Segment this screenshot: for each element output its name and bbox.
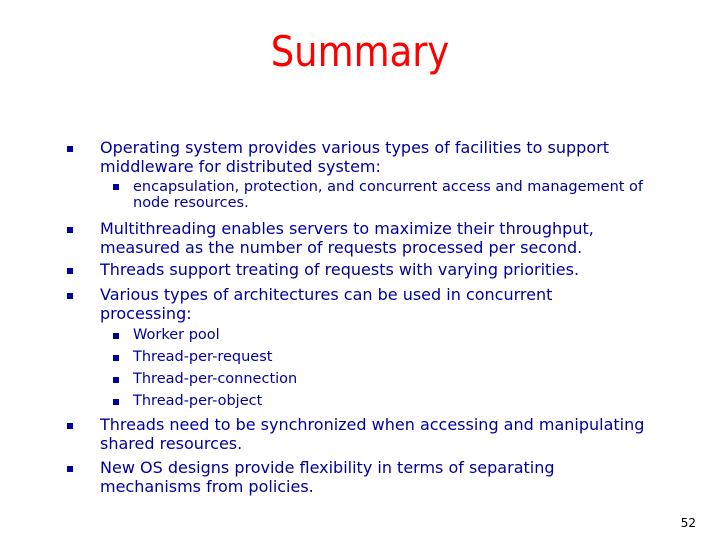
- bullet-text: [100, 138, 609, 176]
- bullet-marker: [67, 268, 73, 274]
- sub-bullet-marker: [113, 355, 119, 361]
- bullet-line: Operating system provides various types of facilities to support: [100, 138, 609, 157]
- sub-bullet-text: Worker pool: [133, 327, 220, 343]
- sub-bullet-text: [133, 179, 643, 211]
- bullet-line: Various types of architectures can be used in concurrent: [100, 285, 553, 304]
- bullet-line: Threads need to be synchronized when accessing and manipulating: [100, 415, 645, 434]
- bullet-marker: [67, 227, 73, 233]
- bullet-marker: [67, 146, 73, 152]
- bullet-marker: [67, 293, 73, 299]
- page-number: 52: [680, 516, 696, 530]
- sub-bullet-text: Thread-per-object: [133, 393, 263, 409]
- slide-title: Summary: [270, 27, 450, 76]
- sub-bullet-text: Thread-per-connection: [133, 371, 298, 387]
- bullet-line: shared resources.: [100, 434, 243, 453]
- bullet-text: [100, 458, 555, 496]
- bullet-line: New OS designs provide flexibility in terms of separating: [100, 458, 555, 477]
- sub-bullet-marker: [113, 333, 119, 339]
- bullet-marker: [67, 466, 73, 472]
- sub-bullet-marker: [113, 399, 119, 405]
- sub-bullet-marker: [113, 184, 119, 190]
- bullet-line: Threads support treating of requests with varying priorities.: [100, 260, 580, 279]
- bullet-line: Multithreading enables servers to maximize their throughput,: [100, 219, 594, 238]
- bullet-marker: [67, 423, 73, 429]
- sub-bullet-text: Thread-per-request: [133, 349, 273, 365]
- bullet-line: middleware for distributed system:: [100, 157, 381, 176]
- bullet-text: [100, 260, 579, 279]
- bullet-line: processing:: [100, 304, 192, 323]
- sub-bullet-line: node resources.: [133, 195, 249, 211]
- bullet-text: [100, 219, 594, 257]
- bullet-text: [100, 415, 644, 453]
- sub-bullet-marker: [113, 377, 119, 383]
- bullet-line: mechanisms from policies.: [100, 477, 314, 496]
- sub-bullet-line: encapsulation, protection, and concurrent access and management of: [133, 179, 644, 195]
- bullet-text: [100, 285, 552, 323]
- bullet-line: measured as the number of requests processed per second.: [100, 238, 583, 257]
